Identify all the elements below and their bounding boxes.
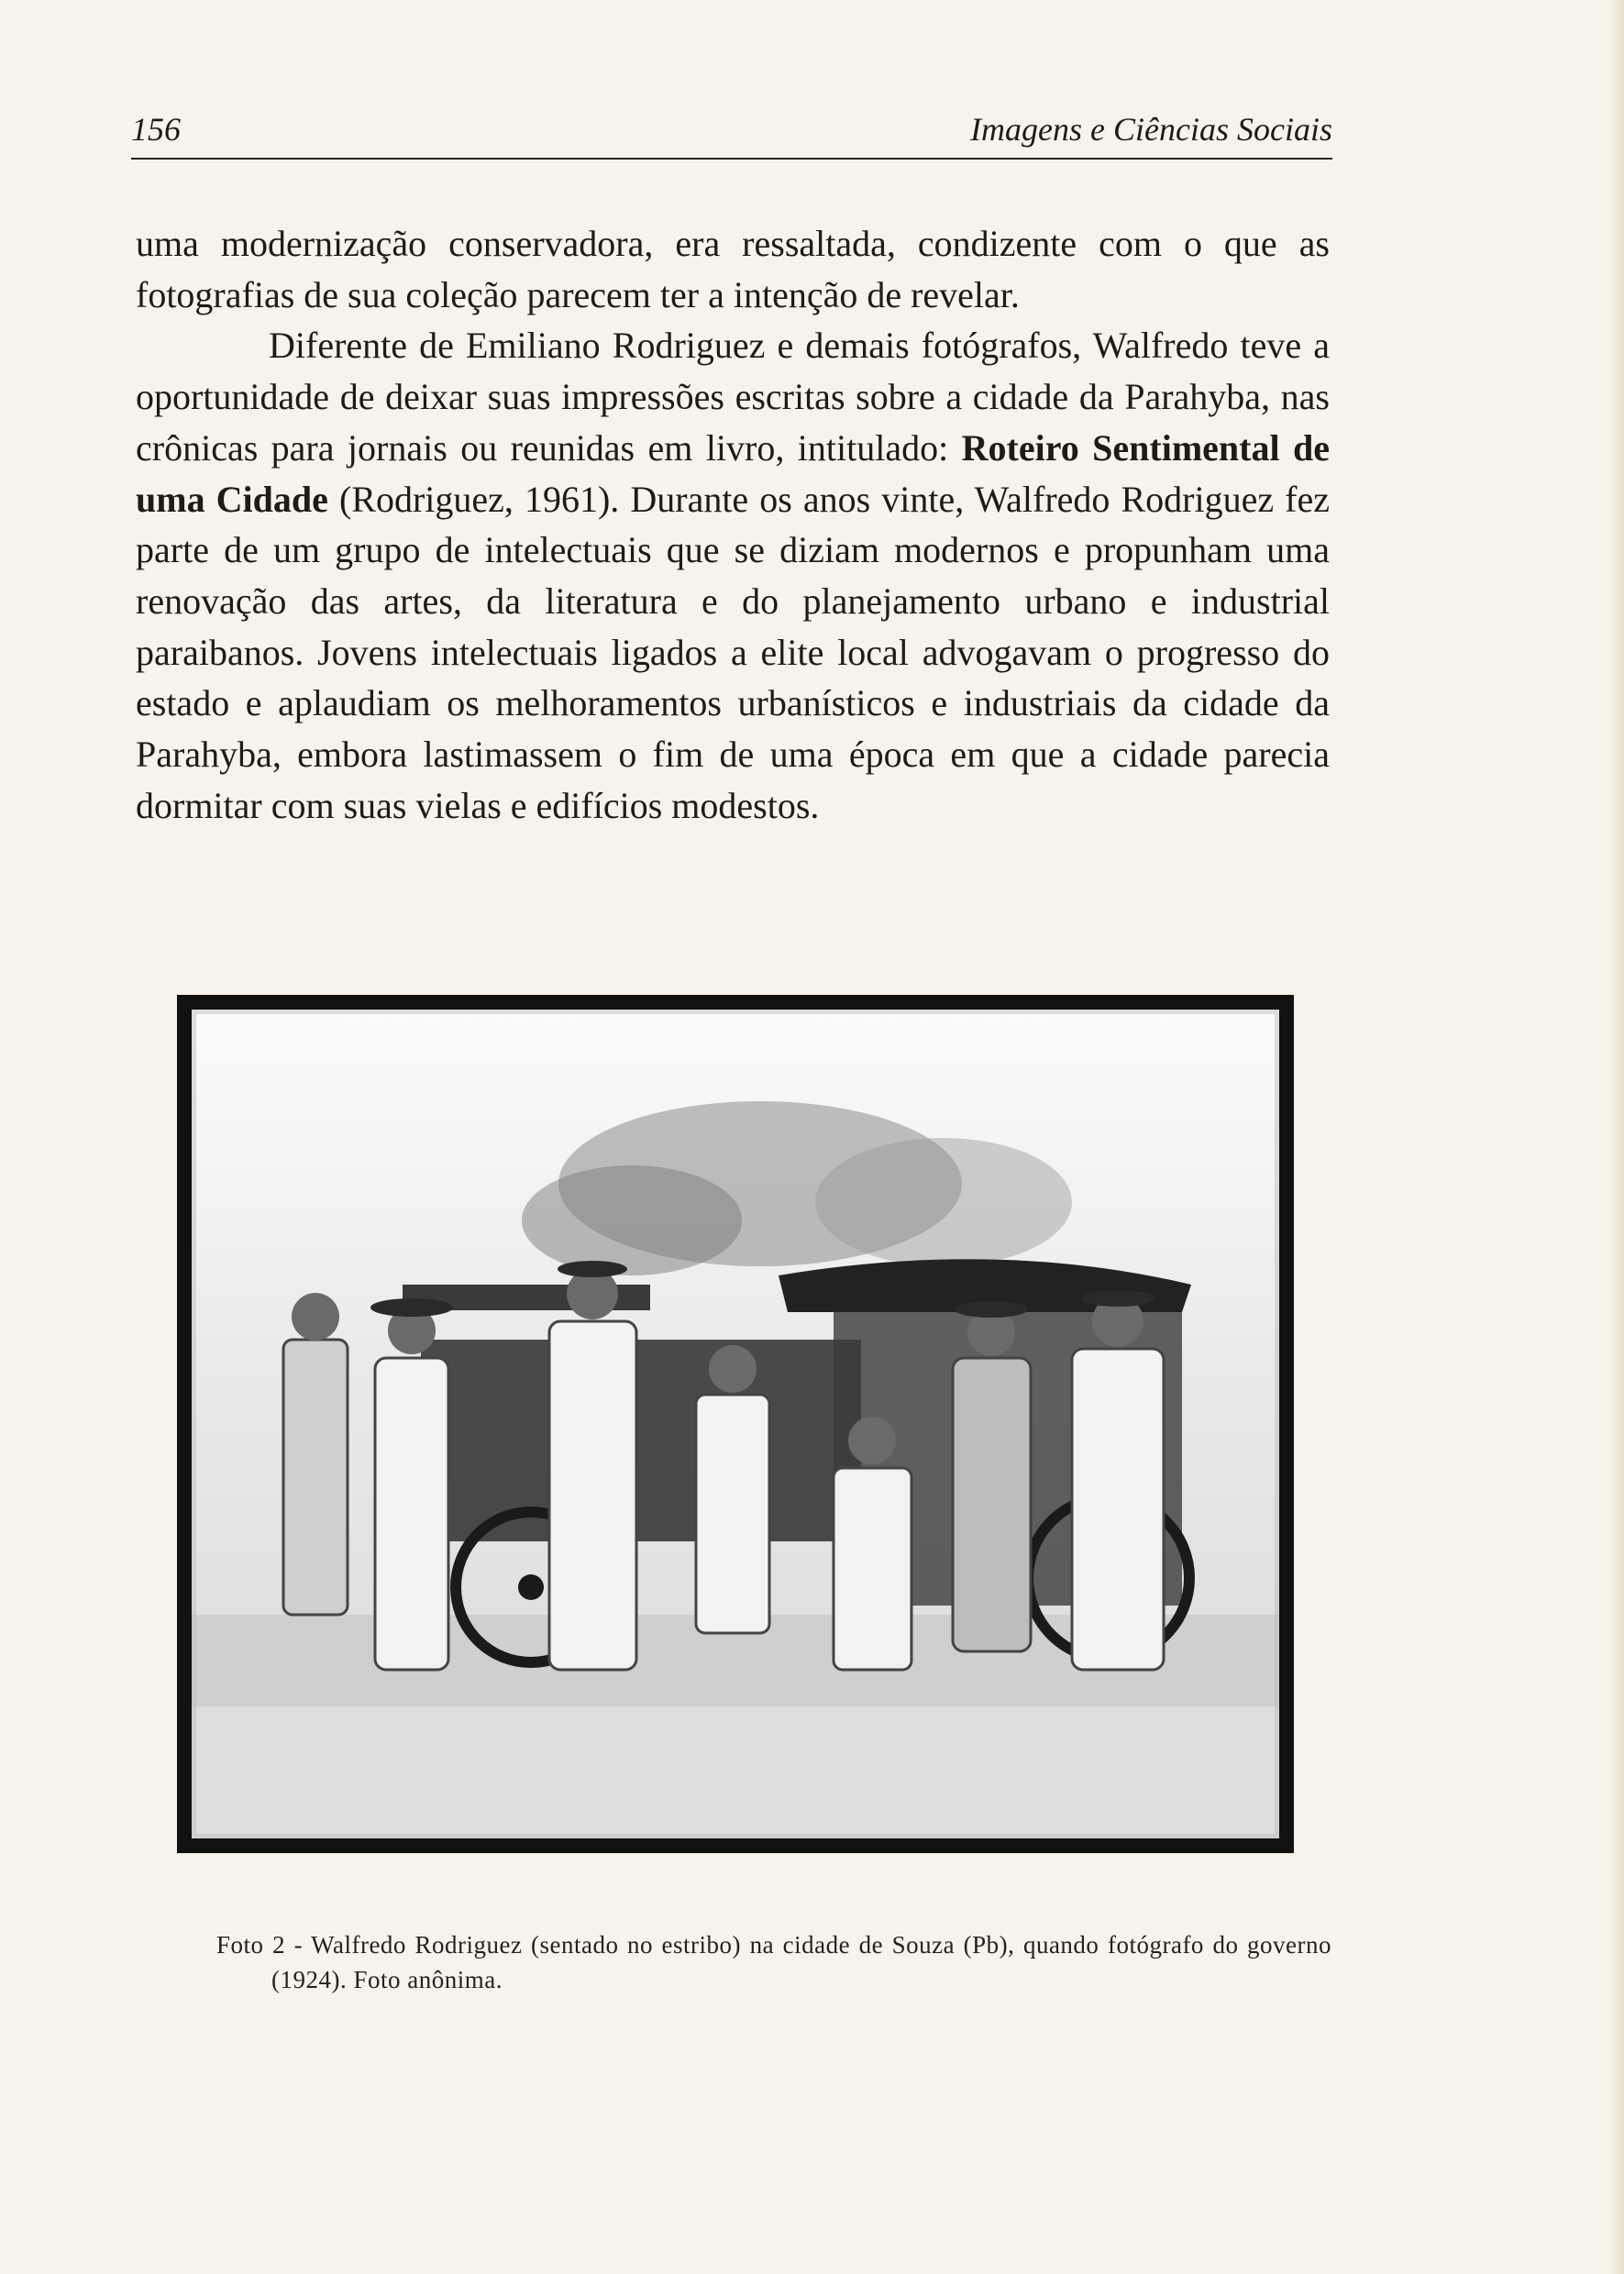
- page-edge-shadow: [1607, 0, 1624, 2274]
- photograph: [177, 995, 1294, 1853]
- page-number: 156: [131, 111, 181, 148]
- paragraph-1: uma modernização conservadora, era ressaltada, condizente com o que as fotografias de sua coleção parecem ter a intenção de revelar.: [136, 223, 1330, 315]
- photograph-image: [192, 1010, 1279, 1838]
- running-title: Imagens e Ciências Sociais: [970, 111, 1332, 148]
- body-text: [136, 218, 1330, 831]
- figure-caption: Foto 2 - Walfredo Rodriguez (sentado no estribo) na cidade de Souza (Pb), quando fotógrafo do governo (1924). Foto anônima.: [216, 1931, 1331, 1993]
- paragraph-2-text-b: (Rodriguez, 1961). Durante os anos vinte, Walfredo Rodriguez fez parte de um grupo de intelectuais que se diziam modernos e propunham uma renovação das artes, da literatura e do planejamento urbano e industrial paraibanos. Jovens intelectuais ligados a elite local advogavam o progresso do estado e aplaudiam os melhoramentos urbanísticos e industriais da cidade da Parahyba, embora lastimassem o fim de uma época em que a cidade parecia dormitar com suas vielas e edifícios modestos.: [136, 478, 1331, 826]
- book-title: Roteiro Sentimental de uma Cidade: [136, 426, 1330, 520]
- paragraph-2: [136, 320, 1330, 831]
- photo-illustration: [192, 1010, 1279, 1838]
- paragraph-2-text-a: Diferente de Emiliano Rodriguez e demais fotógrafos, Walfredo teve a oportunidade de deixar suas impressões escritas sobre a cidade da Parahyba, nas crônicas para jornais ou reunidas em livro, intitulado:: [136, 325, 1330, 469]
- page-header: [131, 103, 1332, 160]
